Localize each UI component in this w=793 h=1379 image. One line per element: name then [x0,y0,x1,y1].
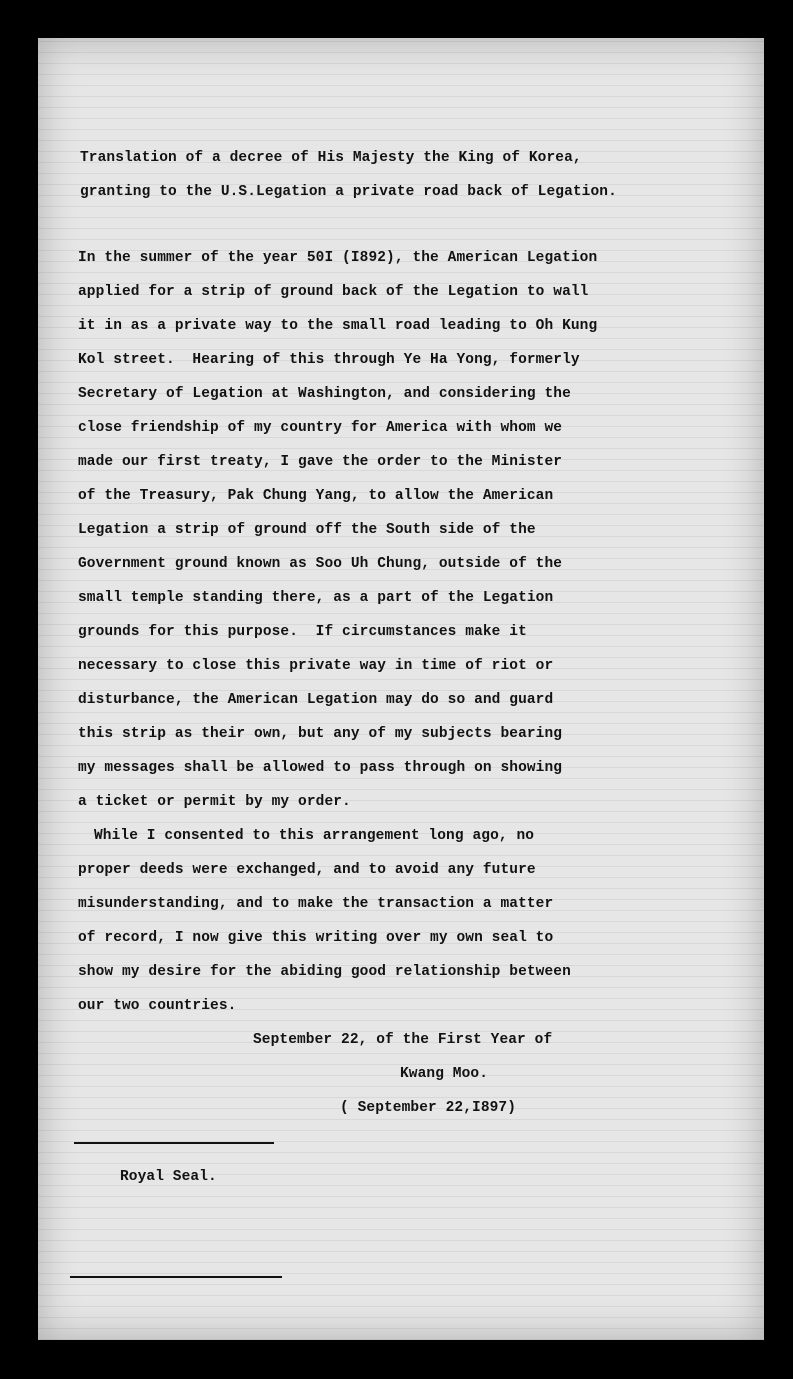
body-line: While I consented to this arrangement long ago, no [94,828,535,844]
body-line: Secretary of Legation at Washington, and considering the [78,386,571,402]
body-line: this strip as their own, but any of my subjects bearing [78,726,563,742]
body-line: Legation a strip of ground off the South side of the [78,522,536,538]
signature-rule-bottom [70,1276,282,1278]
body-line: Government ground known as Soo Uh Chung, outside of the [78,556,563,572]
body-line: disturbance, the American Legation may do so and guard [78,692,554,708]
body-line: it in as a private way to the small road leading to Oh Kung [78,318,598,334]
body-line: my messages shall be allowed to pass through on showing [78,760,563,776]
body-line: applied for a strip of ground back of the Legation to wall [78,284,589,300]
signature-rule-top [74,1142,274,1144]
body-line: of record, I now give this writing over my own seal to [78,930,554,946]
body-line: close friendship of my country for America with whom we [78,420,563,436]
body-line: made our first treaty, I gave the order to the Minister [78,454,563,470]
body-line: show my desire for the abiding good relationship between [78,964,571,980]
date-line: September 22, of the First Year of [253,1032,553,1048]
body-line: of the Treasury, Pak Chung Yang, to allow the American [78,488,554,504]
body-line: proper deeds were exchanged, and to avoid any future [78,862,536,878]
title-line-2: granting to the U.S.Legation a private road back of Legation. [80,184,617,200]
body-line: our two countries. [78,998,237,1014]
body-line: misunderstanding, and to make the transaction a matter [78,896,554,912]
body-line: a ticket or permit by my order. [78,794,351,810]
body-line: small temple standing there, as a part of the Legation [78,590,554,606]
body-line: grounds for this purpose. If circumstances make it [78,624,527,640]
title-line-1: Translation of a decree of His Majesty the King of Korea, [80,150,582,166]
royal-seal-label: Royal Seal. [120,1169,217,1185]
era-line: Kwang Moo. [400,1066,489,1082]
gregorian-date-line: ( September 22,I897) [340,1100,517,1116]
body-line: necessary to close this private way in time of riot or [78,658,554,674]
document-page [38,38,764,1340]
body-line: Kol street. Hearing of this through Ye Ha Yong, formerly [78,352,580,368]
body-line: In the summer of the year 50I (I892), the American Legation [78,250,598,266]
